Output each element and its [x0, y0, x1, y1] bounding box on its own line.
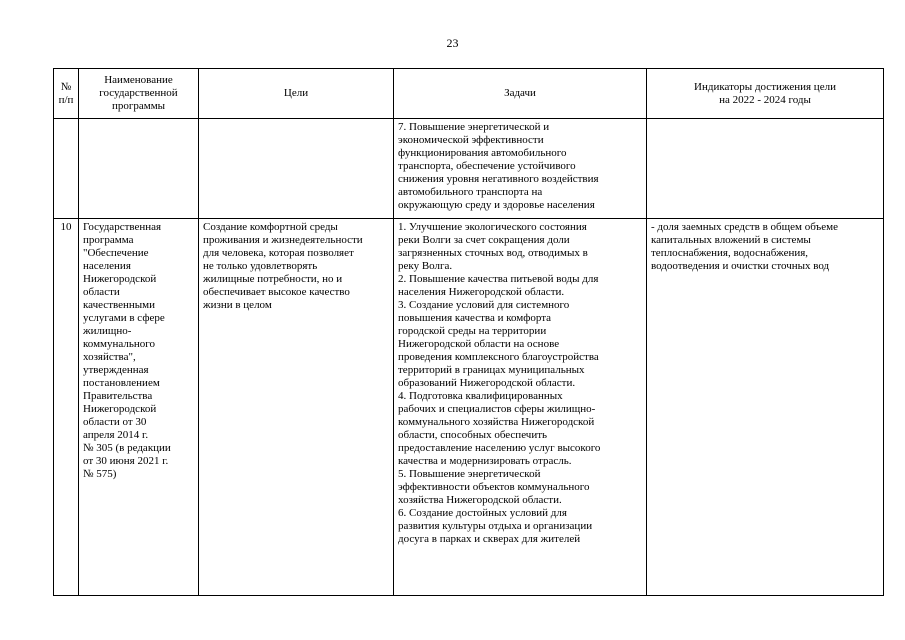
- goals-cell: [199, 119, 394, 219]
- header-indicators: [647, 69, 884, 119]
- row-number-cell: [54, 219, 79, 596]
- cell-text-line: рабочих и специалистов сферы жилищно-: [398, 403, 596, 415]
- cell-text-line: экономической эффективности: [398, 134, 544, 146]
- header-tasks: [394, 69, 647, 119]
- cell-text-line: "Обеспечение: [83, 247, 149, 259]
- cell-text-line: коммунального хозяйства Нижегородской: [398, 416, 595, 428]
- cell-text-line: Правительства: [83, 390, 153, 402]
- cell-text-line: жизни в целом: [203, 299, 272, 311]
- cell-text-line: № 305 (в редакции: [83, 442, 171, 454]
- cell-text-line: автомобильного транспорта на: [398, 186, 543, 198]
- cell-text-line: капитальных вложений в системы: [651, 234, 811, 246]
- cell-text-line: области: [83, 286, 120, 298]
- cell-text-line: 10: [60, 221, 72, 233]
- cell-text-line: п/п: [58, 93, 74, 106]
- programs-table: [53, 68, 884, 596]
- indicators-cell: [647, 119, 884, 219]
- cell-text-line: 1. Улучшение экологического состояния: [398, 221, 587, 233]
- cell-text-line: населения Нижегородской области.: [398, 286, 565, 298]
- cell-text-line: коммунального: [83, 338, 155, 350]
- cell-text-line: государственной: [99, 87, 178, 99]
- cell-text-line: населения: [83, 260, 131, 272]
- table-row: [54, 119, 884, 219]
- cell-text-line: программа: [83, 234, 134, 246]
- cell-text-line: постановлением: [83, 377, 160, 389]
- tasks-cell: [394, 119, 647, 219]
- table-row: [54, 219, 884, 596]
- cell-text-line: Индикаторы достижения цели: [694, 80, 836, 93]
- cell-text-line: программы: [111, 100, 166, 112]
- cell-text-line: Создание комфортной среды: [203, 221, 338, 233]
- header-program-name: [79, 69, 199, 119]
- cell-text-line: апреля 2014 г.: [83, 429, 149, 441]
- cell-text-line: Нижегородской области на основе: [398, 338, 560, 350]
- cell-text-line: 6. Создание достойных условий для: [398, 507, 567, 519]
- cell-text-line: хозяйства",: [83, 351, 136, 363]
- cell-text-line: от 30 июня 2021 г.: [83, 455, 169, 467]
- header-goals: [199, 69, 394, 119]
- cell-text-line: окружающую среду и здоровье населения: [398, 199, 595, 211]
- cell-text-line: Нижегородской: [83, 403, 157, 415]
- cell-text-line: услугами в сфере: [83, 312, 165, 324]
- cell-text-line: досуга в парках и скверах для жителей: [398, 533, 581, 545]
- cell-text-line: образований Нижегородской области.: [398, 377, 576, 389]
- cell-text-line: снижения уровня негативного воздействия: [398, 173, 599, 185]
- cell-text-line: транспорта, обеспечение устойчивого: [398, 160, 576, 172]
- program-name-cell: [79, 219, 199, 596]
- table-header-row: [54, 69, 884, 119]
- cell-text-line: теплоснабжения, водоснабжения,: [651, 247, 809, 259]
- cell-text-line: жилищно-: [83, 325, 132, 337]
- cell-text-line: проживания и жизнедеятельности: [203, 234, 363, 246]
- cell-text-line: области от 30: [83, 416, 147, 428]
- cell-text-line: 3. Создание условий для системного: [398, 299, 570, 311]
- cell-text-line: территорий в границах муниципальных: [398, 364, 585, 376]
- cell-text-line: проведения комплексного благоустройства: [398, 351, 599, 363]
- cell-text-line: - доля заемных средств в общем объеме: [651, 221, 838, 233]
- cell-text-line: реки Волги за счет сокращения доли: [398, 234, 570, 246]
- indicators-cell: [647, 219, 884, 596]
- row-number-cell: [54, 119, 79, 219]
- cell-text-line: 7. Повышение энергетической и: [398, 121, 550, 133]
- goals-cell: [199, 219, 394, 596]
- cell-text-line: обеспечивает высокое качество: [203, 286, 350, 298]
- cell-text-line: 2. Повышение качества питьевой воды для: [398, 273, 599, 285]
- cell-text-line: Задачи: [504, 87, 536, 99]
- cell-text-line: предоставление населению услуг высокого: [398, 442, 601, 454]
- program-name-cell: [79, 119, 199, 219]
- page-number: 23: [446, 36, 459, 50]
- cell-text-line: жилищные потребности, но и: [203, 273, 343, 285]
- cell-text-line: на 2022 - 2024 годы: [719, 93, 811, 106]
- cell-text-line: хозяйства Нижегородской области.: [398, 494, 562, 506]
- cell-text-line: функционирования автомобильного: [398, 147, 567, 159]
- cell-text-line: качественными: [83, 299, 156, 311]
- cell-text-line: Цели: [283, 87, 309, 99]
- cell-text-line: повышения качества и комфорта: [398, 312, 552, 324]
- cell-text-line: 4. Подготовка квалифицированных: [398, 390, 563, 402]
- cell-text-line: водоотведения и очистки сточных вод: [651, 260, 830, 272]
- cell-text-line: эффективности объектов коммунального: [398, 481, 590, 493]
- tasks-cell: [394, 219, 647, 596]
- cell-text-line: загрязненных сточных вод, отводимых в: [398, 247, 588, 259]
- cell-text-line: Нижегородской: [83, 273, 157, 285]
- cell-text-line: качества и модернизировать отрасль.: [398, 455, 572, 467]
- cell-text-line: области, способных обеспечить: [398, 429, 548, 441]
- cell-text-line: для человека, которая позволяет: [203, 247, 354, 259]
- cell-text-line: №: [60, 80, 72, 93]
- cell-text-line: утвержденная: [83, 364, 149, 376]
- cell-text-line: развития культуры отдыха и организации: [398, 520, 593, 532]
- cell-text-line: Государственная: [83, 221, 162, 233]
- cell-text-line: 5. Повышение энергетической: [398, 468, 541, 480]
- header-number: [54, 69, 79, 119]
- cell-text-line: реку Волга.: [398, 260, 453, 272]
- cell-text-line: не только удовлетворять: [203, 260, 318, 272]
- cell-text-line: городской среды на территории: [398, 325, 547, 337]
- cell-text-line: Наименование: [104, 74, 173, 86]
- cell-text-line: № 575): [83, 468, 117, 480]
